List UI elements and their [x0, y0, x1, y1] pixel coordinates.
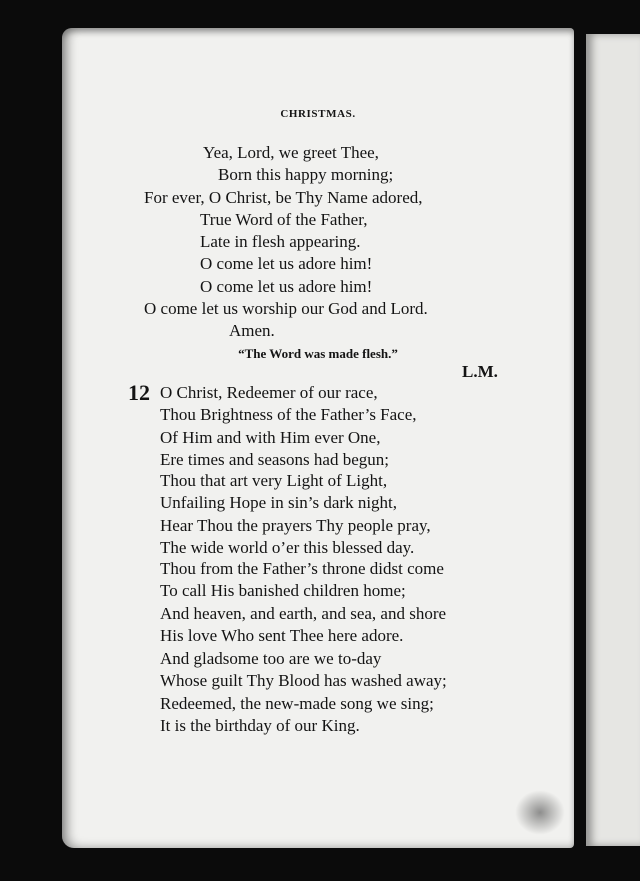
verse-line: Born this happy morning;	[218, 165, 394, 185]
verse-line: O come let us adore him!	[200, 254, 373, 274]
stanza-line: Ere times and seasons had begun;	[160, 449, 389, 469]
stanza-line: And gladsome too are we to-day	[160, 649, 382, 668]
stanza-3	[160, 558, 560, 647]
stanza-line: To call His banished children home;	[160, 581, 406, 601]
stanza-line: Unfailing Hope in sin’s dark night,	[160, 493, 398, 513]
page-stain	[515, 790, 565, 835]
stanza-2	[160, 470, 560, 559]
stanza-line: Thou that art very Light of Light,	[160, 471, 388, 490]
previous-hymn-verse	[0, 142, 640, 343]
page-header: CHRISTMAS.	[280, 108, 356, 120]
stanza-line: And heaven, and earth, and sea, and shore	[160, 603, 447, 623]
stanza-line: The wide world o’er this blessed day.	[160, 537, 415, 557]
stanza-line: Thou Brightness of the Father’s Face,	[160, 405, 417, 425]
stanza-line: Hear Thou the prayers Thy people pray,	[160, 515, 431, 535]
stanza-4	[160, 648, 560, 737]
stanza-line: Of Him and with Him ever One,	[160, 427, 381, 447]
stanza-line: Redeemed, the new-made song we sing;	[160, 693, 434, 713]
hymn-number: 12	[128, 380, 150, 405]
stanza-line: It is the birthday of our King.	[160, 715, 360, 735]
verse-line: O come let us worship our God and Lord.	[144, 299, 428, 319]
stanza-1	[160, 382, 560, 471]
verse-line: For ever, O Christ, be Thy Name adored,	[144, 187, 423, 207]
stanza-line: O Christ, Redeemer of our race,	[160, 383, 378, 402]
hymn-meter: L.M.	[462, 362, 498, 381]
verse-line: True Word of the Father,	[200, 209, 368, 229]
hymn-motto: “The Word was made flesh.”	[238, 346, 398, 361]
stanza-line: Whose guilt Thy Blood has washed away;	[160, 671, 447, 691]
stanza-line: His love Who sent Thee here adore.	[160, 625, 404, 645]
verse-line: Late in flesh appearing.	[200, 232, 361, 252]
verse-line: O come let us adore him!	[200, 276, 373, 296]
amen-line: Amen.	[229, 321, 275, 341]
stanza-line: Thou from the Father’s throne didst come	[160, 559, 444, 578]
verse-line: Yea, Lord, we greet Thee,	[203, 143, 379, 162]
